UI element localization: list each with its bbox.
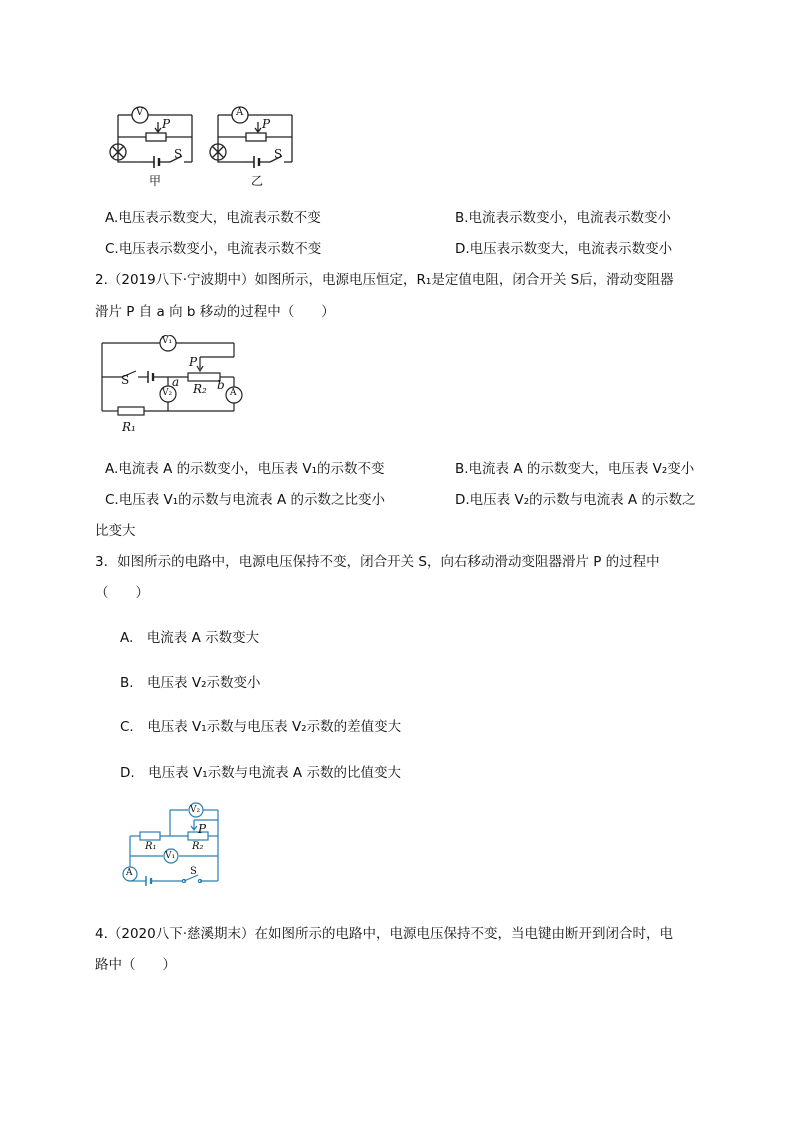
q2-option-a: A.电流表 A 的示数变小，电压表 V₁的示数不变 — [105, 461, 385, 477]
q2-fig-r2: R₂ — [193, 382, 207, 396]
fig1-switch-label-left: S — [174, 147, 183, 161]
q3-option-d: D. 电压表 V₁示数与电流表 A 示数的比值变大 — [120, 765, 401, 781]
fig1-meter-a: A — [236, 107, 244, 118]
fig1-caption-jia: 甲 — [149, 174, 162, 188]
q2-fig-v1: V₁ — [162, 336, 173, 346]
fig1-meter-v: V — [136, 107, 144, 118]
q3-stem-line1: 3．如图所示的电路中，电源电压保持不变，闭合开关 S，向右移动滑动变阻器滑片 P 的过程中 — [95, 554, 660, 570]
q3-stem-line2: （ ） — [95, 585, 149, 601]
q3-option-b: B. 电压表 V₂示数变小 — [120, 675, 261, 691]
q2-stem-line1: 2.（2019八下·宁波期中）如图所示，电源电压恒定，R₁是定值电阻，闭合开关 S后，滑动变阻器 — [95, 272, 674, 288]
q1-option-c: C.电压表示数变小，电流表示数不变 — [105, 241, 322, 257]
q2-option-d-continued: 比变大 — [95, 523, 136, 539]
q4-stem-line1: 4.（2020八下·慈溪期末）在如图所示的电路中，电源电压保持不变，当电键由断开到闭合时，电 — [95, 926, 674, 942]
q3-fig-s: S — [190, 866, 197, 877]
q2-option-b: B.电流表 A 的示数变大，电压表 V₂变小 — [455, 461, 695, 477]
q2-option-d: D.电压表 V₂的示数与电流表 A 的示数之 — [455, 492, 696, 508]
q2-stem-line2: 滑片 P 自 a 向 b 移动的过程中（ ） — [95, 304, 335, 320]
q3-option-c: C. 电压表 V₁示数与电压表 V₂示数的差值变大 — [120, 719, 402, 735]
q3-fig-v2: V₂ — [190, 805, 201, 815]
fig1-switch-label-right: S — [274, 147, 283, 161]
q2-fig-b-end: b — [217, 378, 225, 392]
q1-option-d: D.电压表示数变大，电流表示数变小 — [455, 241, 673, 257]
q1-option-a: A.电压表示数变大，电流表示数不变 — [105, 210, 321, 226]
q3-fig-r2: R₂ — [192, 841, 204, 852]
q2-fig-p: P — [189, 355, 198, 369]
q3-fig-p: P — [198, 822, 207, 836]
q3-circuit-figure — [118, 798, 228, 893]
q4-stem-line2: 路中（ ） — [95, 957, 176, 973]
q2-fig-s: S — [121, 373, 130, 387]
q2-fig-ammeter: A — [230, 388, 237, 398]
q2-fig-v2: V₂ — [162, 388, 173, 398]
q3-fig-v1: V₁ — [165, 851, 176, 861]
q1-option-b: B.电流表示数变小，电流表示数变小 — [455, 210, 672, 226]
q2-fig-r1: R₁ — [122, 420, 136, 434]
q3-option-a: A. 电流表 A 示数变大 — [120, 630, 260, 646]
q3-fig-r1: R₁ — [145, 841, 157, 852]
fig1-slider-label-left: P — [162, 117, 171, 131]
q2-option-c: C.电压表 V₁的示数与电流表 A 的示数之比变小 — [105, 492, 385, 508]
q3-fig-ammeter: A — [126, 868, 133, 878]
fig1-caption-yi: 乙 — [251, 174, 264, 188]
fig1-slider-label-right: P — [262, 117, 271, 131]
q2-fig-a-end: a — [172, 375, 180, 389]
